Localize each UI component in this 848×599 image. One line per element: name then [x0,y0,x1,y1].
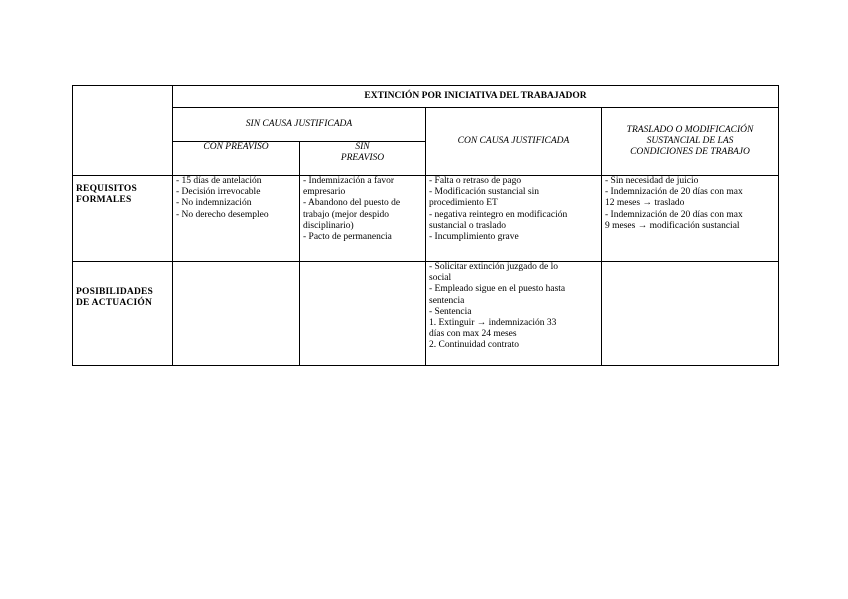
row-label-posibilidades [73,262,173,366]
cell-line: procedimiento ET [429,198,498,209]
cell-line: 12 meses → traslado [605,198,685,209]
header-traslado-line: CONDICIONES DE TRABAJO [630,147,750,158]
cell-line: - Indemnización a favor [303,176,394,186]
cell-line: - Empleado sigue en el puesto hasta [429,284,566,295]
cell-posibilidades-con-preaviso [173,262,300,366]
cell-line: - No indemnización [176,198,252,209]
cell-line: 2. Continuidad contrato [429,340,519,351]
cell-line: empresario [303,187,346,198]
cell-requisitos-traslado [602,176,779,262]
row-label-line: DE ACTUACIÓN [76,298,153,309]
cell-posibilidades-con-causa [426,262,602,366]
cell-line: - 15 días de antelación [176,176,262,186]
cell-posibilidades-traslado [602,262,779,366]
extincion-table [72,85,779,366]
cell-line: - Abandono del puesto de [303,198,401,209]
cell-posibilidades-sin-preaviso [300,262,426,366]
header-traslado [602,108,779,176]
cell-requisitos-con-causa [426,176,602,262]
cell-line: 9 meses → modificación sustancial [605,220,740,231]
cell-requisitos-sin-preaviso [300,176,426,262]
header-sin-causa: SIN CAUSA JUSTIFICADA [173,108,426,142]
cell-line: - Indemnización de 20 días con max [605,187,743,198]
corner-cell [73,86,173,176]
cell-line: - negativa reintegro en modificación [429,209,568,220]
cell-line: 1. Extinguir → indemnización 33 [429,318,557,329]
cell-line: - Falta o retraso de pago [429,176,522,186]
cell-line: - Incumplimiento grave [429,232,519,243]
cell-line: disciplinario) [303,220,354,231]
cell-line: sentencia [429,295,465,306]
header-sin-preaviso-line: PREAVISO [340,153,385,164]
row-label-line: POSIBILIDADES [76,287,154,297]
cell-line: - No derecho desempleo [176,209,269,220]
header-sin-preaviso-line: SIN [355,142,370,152]
cell-line: - Pacto de permanencia [303,232,392,243]
header-con-preaviso: CON PREAVISO [173,142,300,176]
row-label-requisitos [73,176,173,262]
row-label-line: REQUISITOS [76,184,137,194]
row-label-line: FORMALES [76,195,132,206]
header-sin-preaviso [300,142,426,176]
cell-line: sustancial o traslado [429,220,507,231]
cell-line: - Sentencia [429,306,472,317]
cell-line: social [429,273,452,284]
cell-line: - Solicitar extinción juzgado de lo [429,262,559,272]
cell-line: - Decisión irrevocable [176,187,261,198]
cell-requisitos-con-preaviso [173,176,300,262]
header-traslado-line: TRASLADO O MODIFICACIÓN [626,124,754,135]
cell-line: días con max 24 meses [429,329,517,340]
cell-line: - Sin necesidad de juicio [605,176,699,186]
main-header: EXTINCIÓN POR INICIATIVA DEL TRABAJADOR [173,86,779,108]
header-con-causa: CON CAUSA JUSTIFICADA [426,108,602,176]
cell-line: - Modificación sustancial sin [429,187,540,198]
cell-line: trabajo (mejor despido [303,209,390,220]
header-traslado-line: SUSTANCIAL DE LAS [646,135,734,146]
cell-line: - Indemnización de 20 días con max [605,209,743,220]
